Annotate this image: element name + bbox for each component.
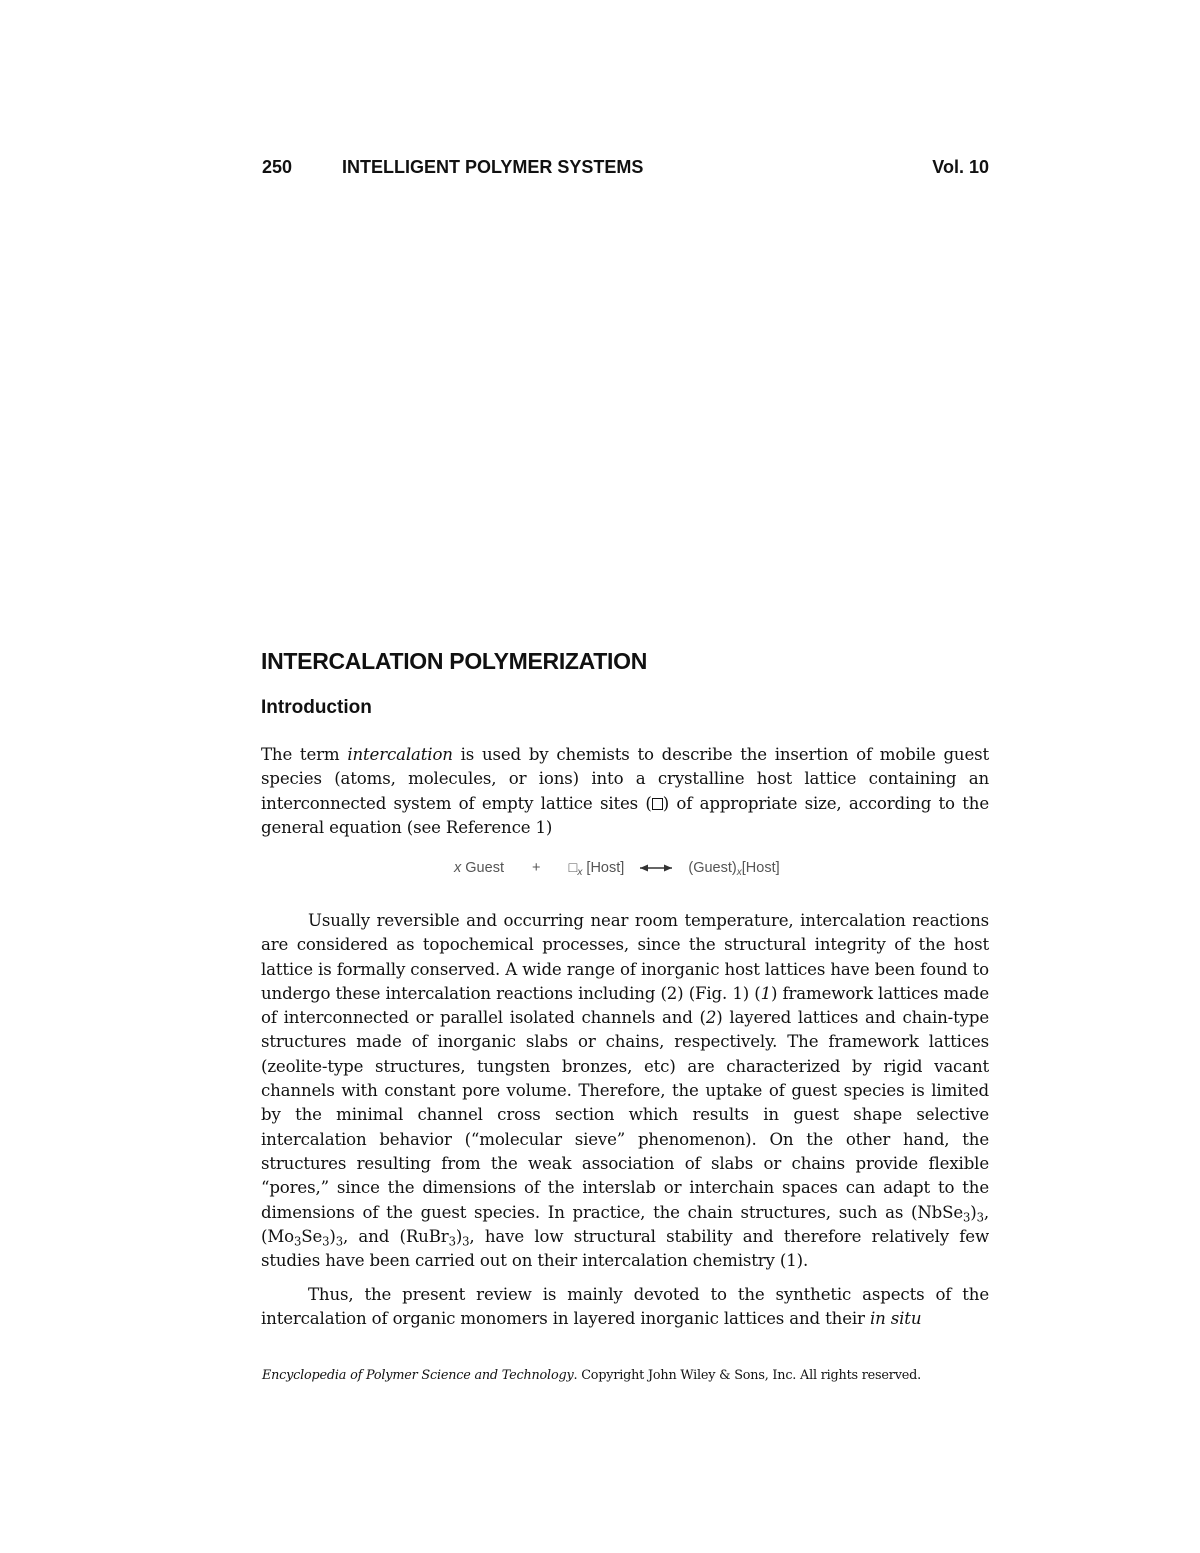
eq-host: [Host] (586, 860, 625, 877)
equilibrium-arrow-icon (638, 862, 674, 874)
running-header (262, 157, 989, 185)
text-run: is used by chemists to describe the insertion of mobile guest species (atoms, molecules, or ions) into a crystalline host lattice containing an interconnected system of empty lattice sites ( (261, 745, 990, 813)
eq-subscript: x (736, 867, 742, 879)
source-title: Encyclopedia of Polymer Science and Technology (262, 1368, 574, 1383)
volume-label: Vol. 10 (932, 157, 989, 177)
text-run: The term (261, 745, 348, 764)
copyright-footer (262, 1368, 990, 1383)
vacancy-box-icon (652, 798, 663, 810)
eq-coefficient: x (454, 860, 462, 877)
eq-guest: Guest (465, 860, 504, 877)
eq-product: $(Guest)_x[Host]$ (688, 860, 780, 879)
eq-subscript: x (577, 867, 583, 879)
emphasis-in-situ: in situ (869, 1309, 922, 1329)
section-heading-introduction: Introduction (261, 697, 372, 718)
page-number: 250 (262, 157, 293, 177)
paragraph-host-lattices: Usually reversible and occurring near room temperature, intercalation reactions are considered as topochemical processes, since the structural integrity of the host lattice is formally conserved. A wide range of inorganic host lattices have been found to undergo these intercalation reactions including (2) (Fig. 1) (1) framework lattices made of interconnected or parallel isolated channels and (2) layered lattices and chain-type structures made of inorganic slabs or chains, respectively. The framework lattices (zeolite-type structures, tungsten bronzes, etc) are characterized by rigid vacant channels with constant pore volume. Therefore, the uptake of guest species is limited by the minimal channel cross section which results in guest shape selective intercalation behavior (“molecular sieve” phenomenon). On the other hand, the structures resulting from the weak association of slabs or chains provide flexible “pores,” since the dimensions of the interslab or interchain spaces can adapt to the dimensions of the guest species. In practice, the chain structures, such as $(NbSe_3)_3$, $(Mo_3Se_3)_3$, and $(RuBr_3)_3$, have low structural stability and therefore relatively few studies have been carried out on their intercalation chemistry (1). (261, 911, 989, 1271)
paragraph-review-scope: Thus, the present review is mainly devoted to the synthetic aspects of the intercalation of organic monomers in layered inorganic lattices and their in situ (261, 1285, 989, 1329)
eq-vacancy: $□_x$ (568, 860, 583, 879)
term-intercalation: intercalation (347, 745, 453, 764)
paragraph-intro (261, 743, 989, 840)
intercalation-equation (454, 860, 780, 884)
article-title: INTERCALATION POLYMERIZATION (261, 648, 648, 674)
copyright-text: . Copyright John Wiley & Sons, Inc. All rights reserved. (573, 1368, 921, 1383)
running-title: INTELLIGENT POLYMER SYSTEMS (342, 157, 644, 177)
text-run: ) of appropriate size, according to the general equation (see Reference 1) (261, 793, 989, 837)
eq-plus: + (532, 860, 541, 877)
